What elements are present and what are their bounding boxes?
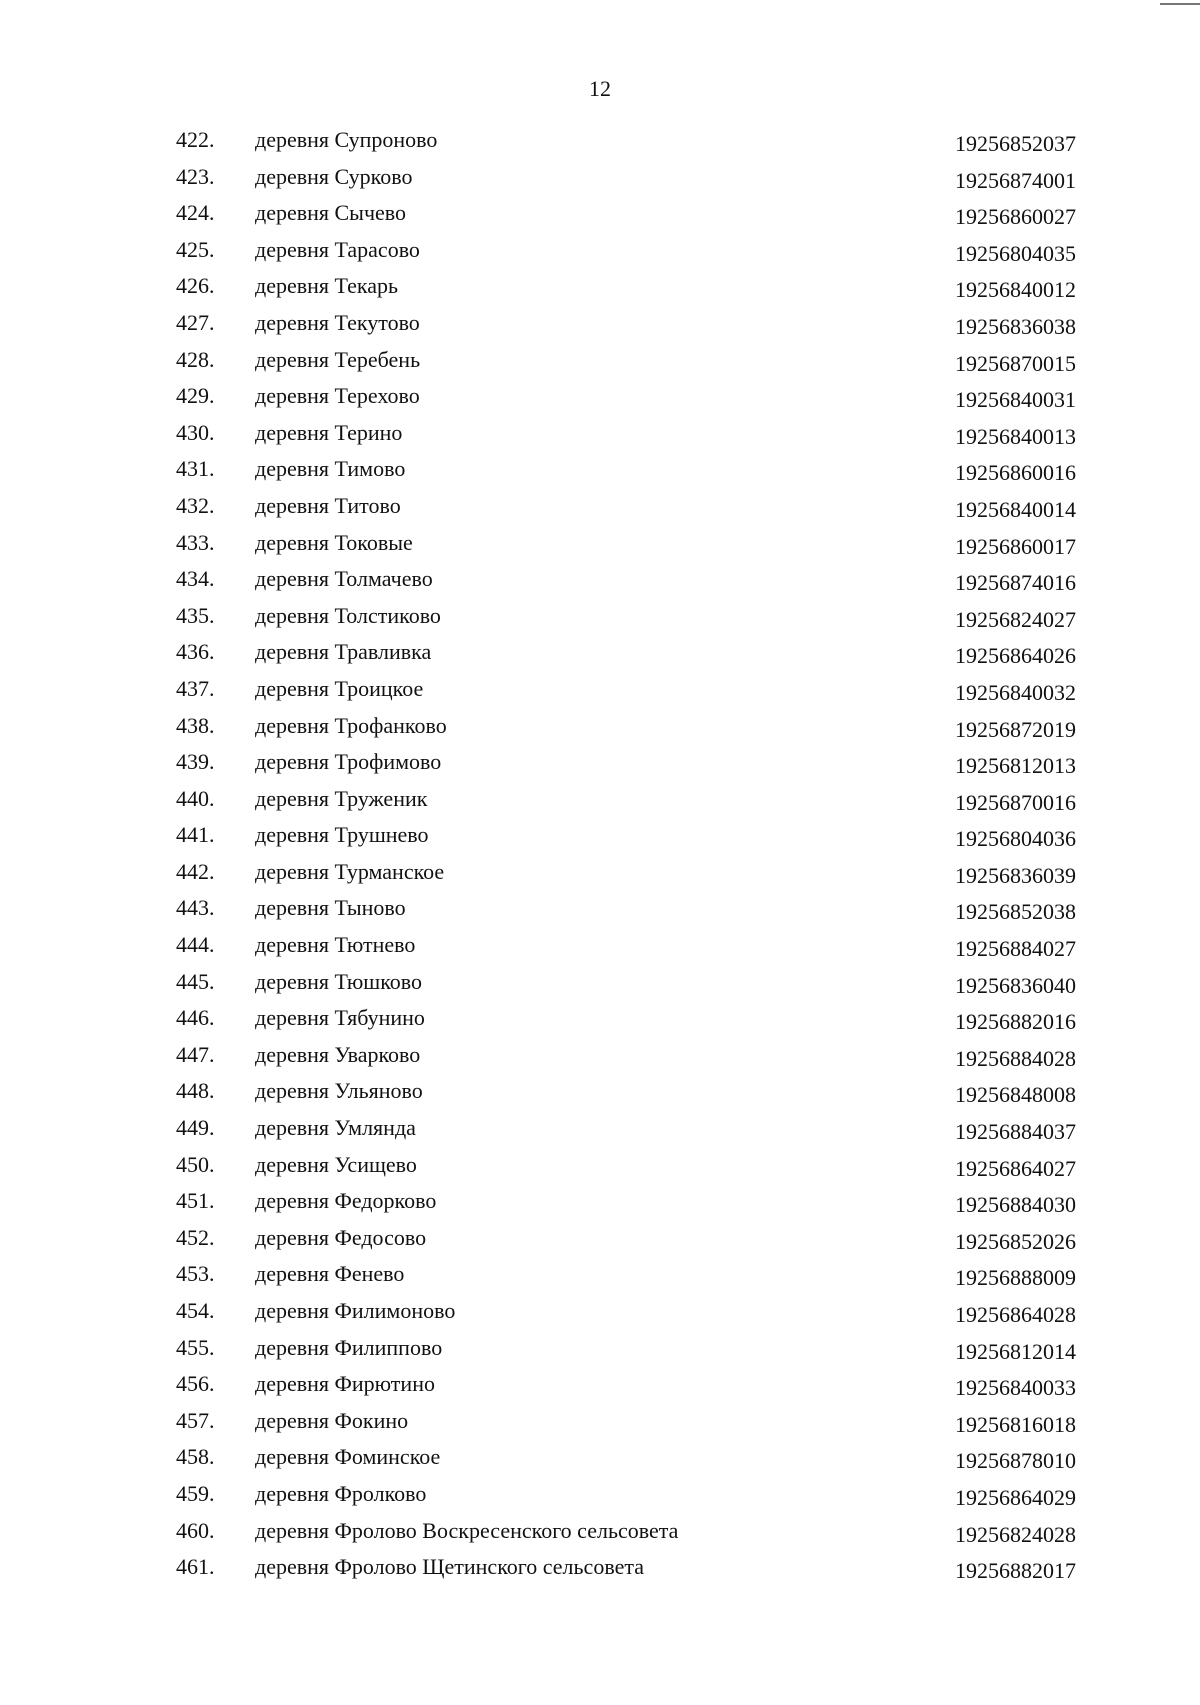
settlement-name: деревня Умлянда	[255, 1115, 416, 1141]
list-row	[0, 1077, 1200, 1114]
list-row	[0, 1443, 1200, 1480]
row-number: 422.	[176, 127, 215, 152]
list-row	[0, 785, 1200, 822]
list-row	[0, 1553, 1200, 1590]
list-row	[0, 1407, 1200, 1444]
row-number: 461.	[176, 1554, 215, 1580]
list-row	[0, 1297, 1200, 1334]
oktmo-code: 19256852037	[955, 131, 1076, 156]
settlement-list	[0, 126, 1200, 1590]
row-number: 438.	[176, 712, 215, 738]
oktmo-code: 19256864028	[955, 1302, 1076, 1327]
list-row	[0, 1370, 1200, 1407]
list-row	[0, 638, 1200, 675]
settlement-name: деревня Филиппово	[255, 1334, 443, 1360]
row-number: 456.	[176, 1371, 215, 1397]
list-row	[0, 272, 1200, 309]
settlement-name: деревня Толмачево	[255, 566, 433, 592]
list-row	[0, 1260, 1200, 1297]
list-row	[0, 894, 1200, 931]
row-number: 450.	[176, 1151, 215, 1177]
settlement-name: деревня Супроново	[255, 127, 438, 152]
oktmo-code: 19256840013	[955, 423, 1076, 449]
row-number: 441.	[176, 822, 215, 848]
row-number: 427.	[176, 309, 215, 335]
page-number: 12	[589, 76, 611, 101]
oktmo-code: 19256812014	[955, 1338, 1076, 1364]
oktmo-code: 19256824027	[955, 606, 1076, 632]
oktmo-code: 19256884030	[955, 1192, 1076, 1218]
settlement-name: деревня Ульяново	[255, 1078, 423, 1104]
list-row	[0, 565, 1200, 602]
oktmo-code: 19256882016	[955, 1009, 1076, 1035]
oktmo-code: 19256884037	[955, 1119, 1076, 1145]
settlement-name: деревня Терино	[255, 419, 403, 445]
row-number: 446.	[176, 1005, 215, 1031]
list-row	[0, 419, 1200, 456]
row-number: 429.	[176, 383, 215, 409]
settlement-name: деревня Фоминское	[255, 1444, 441, 1470]
oktmo-code: 19256836038	[955, 313, 1076, 339]
list-row	[0, 602, 1200, 639]
oktmo-code: 19256824028	[955, 1521, 1076, 1547]
oktmo-code: 19256874016	[955, 570, 1076, 596]
list-row	[0, 748, 1200, 785]
oktmo-code: 19256804036	[955, 826, 1076, 852]
oktmo-code: 19256870016	[955, 789, 1076, 815]
settlement-name: деревня Толстиково	[255, 602, 441, 628]
settlement-name: деревня Троицкое	[255, 675, 424, 701]
oktmo-code: 19256840033	[955, 1375, 1076, 1401]
oktmo-code: 19256864029	[955, 1484, 1076, 1510]
settlement-name: деревня Тютнево	[255, 932, 416, 958]
settlement-name: деревня Сурково	[255, 163, 413, 189]
settlement-name: деревня Трофимово	[255, 749, 442, 775]
settlement-name: деревня Фокино	[255, 1407, 409, 1433]
list-row	[0, 821, 1200, 858]
oktmo-code: 19256882017	[955, 1558, 1076, 1584]
settlement-name: деревня Терехово	[255, 383, 420, 409]
row-number: 452.	[176, 1224, 215, 1250]
list-row	[0, 309, 1200, 346]
settlement-name: деревня Фролово Воскресенского сельсовета	[255, 1517, 679, 1543]
list-row	[0, 529, 1200, 566]
list-row	[0, 1187, 1200, 1224]
list-row	[0, 492, 1200, 529]
row-number: 436.	[176, 639, 215, 665]
oktmo-code: 19256852038	[955, 899, 1076, 925]
list-row	[0, 1041, 1200, 1078]
oktmo-code: 19256888009	[955, 1265, 1076, 1291]
settlement-name: деревня Филимоново	[255, 1298, 456, 1323]
row-number: 440.	[176, 785, 215, 811]
settlement-name: деревня Федосово	[255, 1224, 427, 1250]
row-number: 423.	[176, 163, 215, 189]
oktmo-code: 19256836039	[955, 862, 1076, 888]
oktmo-code: 19256848008	[955, 1082, 1076, 1108]
oktmo-code: 19256864027	[955, 1155, 1076, 1181]
oktmo-code: 19256872019	[955, 716, 1076, 742]
list-row	[0, 968, 1200, 1005]
list-row	[0, 1224, 1200, 1261]
settlement-name: деревня Федорково	[255, 1188, 437, 1214]
oktmo-code: 19256812013	[955, 753, 1076, 779]
list-row	[0, 346, 1200, 383]
oktmo-code: 19256840032	[955, 679, 1076, 705]
oktmo-code: 19256864026	[955, 643, 1076, 669]
row-number: 447.	[176, 1041, 215, 1067]
oktmo-code: 19256804035	[955, 240, 1076, 266]
settlement-name: деревня Тарасово	[255, 236, 420, 262]
list-row	[0, 675, 1200, 712]
settlement-name: деревня Травливка	[255, 639, 432, 665]
settlement-name: деревня Текарь	[255, 273, 399, 299]
settlement-name: деревня Тыново	[255, 895, 406, 921]
oktmo-code: 19256884027	[955, 936, 1076, 962]
row-number: 453.	[176, 1261, 215, 1287]
list-row	[0, 126, 1200, 163]
row-number: 455.	[176, 1334, 215, 1360]
settlement-name: деревня Тябунино	[255, 1005, 425, 1031]
list-row	[0, 1480, 1200, 1517]
row-number: 451.	[176, 1188, 215, 1214]
oktmo-code: 19256860016	[955, 460, 1076, 486]
settlement-name: деревня Титово	[255, 492, 401, 518]
oktmo-code: 19256840012	[955, 277, 1076, 303]
row-number: 425.	[176, 236, 215, 262]
oktmo-code: 19256840014	[955, 496, 1076, 522]
settlement-name: деревня Усищево	[255, 1151, 417, 1177]
settlement-name: деревня Труженик	[255, 785, 428, 811]
row-number: 449.	[176, 1115, 215, 1141]
settlement-name: деревня Турманское	[255, 858, 445, 884]
oktmo-code: 19256836040	[955, 972, 1076, 998]
row-number: 437.	[176, 675, 215, 701]
oktmo-code: 19256874001	[955, 167, 1076, 193]
list-row	[0, 931, 1200, 968]
oktmo-code: 19256860017	[955, 533, 1076, 559]
oktmo-code: 19256870015	[955, 350, 1076, 376]
row-number: 435.	[176, 602, 215, 628]
oktmo-code: 19256884028	[955, 1045, 1076, 1071]
scan-edge-mark	[1160, 3, 1200, 5]
row-number: 426.	[176, 273, 215, 299]
row-number: 432.	[176, 492, 215, 518]
settlement-name: деревня Сычево	[255, 200, 407, 226]
list-row	[0, 199, 1200, 236]
list-row	[0, 1151, 1200, 1188]
row-number: 458.	[176, 1444, 215, 1470]
list-row	[0, 382, 1200, 419]
settlement-name: деревня Текутово	[255, 309, 420, 335]
row-number: 445.	[176, 968, 215, 994]
row-number: 443.	[176, 895, 215, 921]
oktmo-code: 19256840031	[955, 387, 1076, 413]
list-row	[0, 163, 1200, 200]
row-number: 430.	[176, 419, 215, 445]
row-number: 434.	[176, 566, 215, 592]
list-row	[0, 712, 1200, 749]
settlement-name: деревня Токовые	[255, 529, 413, 555]
row-number: 459.	[176, 1480, 215, 1506]
row-number: 428.	[176, 346, 215, 372]
row-number: 424.	[176, 200, 215, 226]
oktmo-code: 19256816018	[955, 1411, 1076, 1437]
list-row	[0, 858, 1200, 895]
row-number: 442.	[176, 858, 215, 884]
row-number: 448.	[176, 1078, 215, 1104]
list-row	[0, 1114, 1200, 1151]
row-number: 460.	[176, 1517, 215, 1543]
settlement-name: деревня Тюшково	[255, 968, 423, 994]
list-row	[0, 1517, 1200, 1554]
list-row	[0, 1334, 1200, 1371]
list-row	[0, 455, 1200, 492]
settlement-name: деревня Теребень	[255, 346, 421, 372]
oktmo-code: 19256860027	[955, 204, 1076, 230]
settlement-name: деревня Фролково	[255, 1480, 427, 1506]
row-number: 431.	[176, 456, 215, 482]
row-number: 439.	[176, 749, 215, 775]
list-row	[0, 1004, 1200, 1041]
oktmo-code: 19256878010	[955, 1448, 1076, 1474]
settlement-name: деревня Фирютино	[255, 1371, 435, 1397]
row-number: 454.	[176, 1298, 215, 1323]
row-number: 457.	[176, 1407, 215, 1433]
row-number: 444.	[176, 932, 215, 958]
settlement-name: деревня Фенево	[255, 1261, 405, 1287]
settlement-name: деревня Трушнево	[255, 822, 429, 848]
settlement-name: деревня Трофанково	[255, 712, 447, 738]
settlement-name: деревня Уварково	[255, 1041, 421, 1067]
settlement-name: деревня Фролово Щетинского сельсовета	[255, 1554, 644, 1580]
settlement-name: деревня Тимово	[255, 456, 406, 482]
list-row	[0, 236, 1200, 273]
oktmo-code: 19256852026	[955, 1228, 1076, 1254]
row-number: 433.	[176, 529, 215, 555]
